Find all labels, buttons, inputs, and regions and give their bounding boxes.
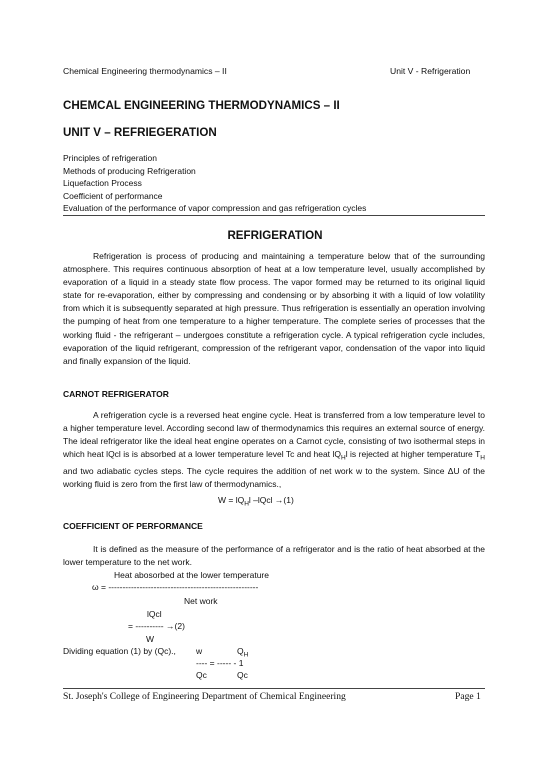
toc-item: Coefficient of performance: [63, 191, 163, 201]
heading-carnot-refrigerator: CARNOT REFRIGERATOR: [63, 389, 169, 399]
fraction-w: w: [196, 646, 203, 656]
arrow-right-icon: →: [274, 495, 284, 505]
cop-qc: lQcl: [147, 609, 162, 619]
document-title: CHEMCAL ENGINEERING THERMODYNAMICS – II: [63, 99, 340, 112]
dividing-text: Dividing equation (1) by (Qc).,: [63, 646, 176, 656]
footer-left: St. Joseph's College of Engineering Department of Chemical Engineering: [63, 691, 346, 702]
paragraph-refrigeration: Refrigeration is process of producing and maintaining a temperature below that of the surrounding atmosphere. This requires continuous absorption of heat at a low temperature level, usually accomplished by evaporation of a liquid in a steady state flow process. The vapor formed may be returned to its original liquid state for re-evaporation, either by compressing and condensing or by absorbing it with a liquid of low volatility from which it is subsequently separated at high pressure. Thus refrigeration is essentially an operation involving the pumping of heat from one temperature to a higher temperature. The complete series of processes that the working fluid - the refrigerant – undergoes constitute a refrigeration cycle. A typical refrigeration cycle includes, evaporation of the liquid refrigerant, compression of the refrigerant vapor, condensation of the vapor into liquid and finally expansion of the liquid.: [63, 251, 485, 366]
heading-coefficient-of-performance: COEFFICIENT OF PERFORMANCE: [63, 521, 203, 531]
equation-1: $W = lQ_Hl$ –lQcl →(1): [218, 495, 294, 508]
paragraph-cop: It is defined as the measure of the performance of a refrigerator and is the ratio of heat absorbed at the lower temperature to the net work.: [63, 544, 485, 568]
section-divider: [63, 215, 485, 216]
toc-item: Evaluation of the performance of vapor compression and gas refrigeration cycles: [63, 203, 367, 213]
toc-item: Principles of refrigeration: [63, 153, 158, 163]
footer-page-number: Page 1: [455, 691, 481, 702]
cop-numerator: Heat abosorbed at the lower temperature: [114, 570, 269, 580]
running-header-left: Chemical Engineering thermodynamics – II: [63, 66, 227, 76]
fraction-qc-left: Qc: [196, 670, 207, 680]
footer-divider: [63, 688, 485, 689]
running-header-right: Unit V - Refrigeration: [390, 66, 471, 76]
paragraph-carnot: A refrigeration cycle is a reversed heat engine cycle. Heat is transferred from a low temperature level to a higher temperature level. According second law of thermodynamics this requires an external source of energy. The ideal refrigerator like the ideal heat engine operates on a Carnot cycle, consisting of two isothermal steps in which heat lQcl is is absorbed at a lower temperature level Tc and heat $lQ_Hl$ is rejected at higher temperature $T_H$ and two adiabatic cycles steps. The cycle requires the addition of net work w to the system. Since ΔU of the working fluid is zero from the first law of thermodynamics.,: [63, 410, 485, 490]
toc-item: Liquefaction Process: [63, 178, 142, 188]
toc-item: Methods of producing Refrigeration: [63, 166, 196, 176]
cop-fraction-line: ω = -----------------------------------------------------: [92, 582, 259, 592]
equation-2: = ---------- →(2): [128, 621, 185, 631]
fraction-qh: $Q_H$: [237, 646, 249, 659]
fraction-qc-right: Qc: [237, 670, 248, 680]
section-title: REFRIGERATION: [227, 229, 323, 242]
fraction-line: ---- = ----- - 1: [196, 658, 244, 668]
unit-title: UNIT V – REFRIEGERATION: [63, 126, 217, 139]
cop-w: W: [146, 634, 155, 644]
cop-denominator: Net work: [184, 596, 218, 606]
arrow-right-icon: →: [166, 621, 175, 631]
